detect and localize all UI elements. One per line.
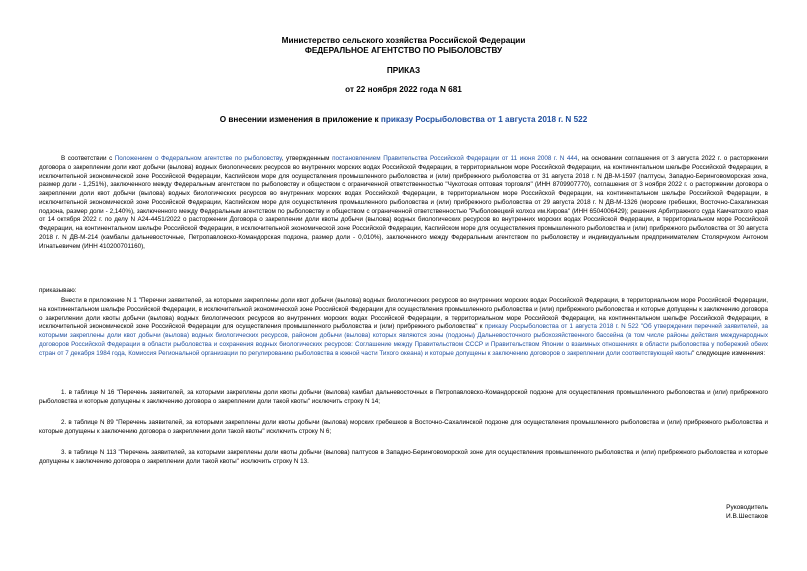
signature-position: Руководитель bbox=[726, 504, 768, 511]
preamble-paragraph bbox=[39, 155, 768, 251]
link-government-decree-444[interactable]: постановлением Правительства Российской Федерации от 11 июня 2008 г. N 444 bbox=[332, 155, 578, 162]
document-date-number: от 22 ноября 2022 года N 681 bbox=[345, 85, 462, 94]
list-item-1: 1. в таблице N 16 "Перечень заявителей, за которыми закреплены доли квоты добычи (вылова) камбал дальневосточных в Петропавловско-Командорской подзоне для осуществления промышленного рыболовства и (или) прибрежного рыболовства и которые допущены к заключению договора о закреплении доли такой квоты" исключить строку N 14; bbox=[39, 389, 768, 405]
preamble-text-3: , на основании соглашения от 3 августа 2022 г. о расторжении договора о закреплении доли квот добычи (вылова) водных биологических ресурсов во внутренних морских водах Российской Федерации, в территориальном море Российской Федерации, на континентальном шельфе Российской Федерации, в исключительной экономической зоне Российской Федерации, Каспийском море для осуществления промышленного рыболовства и (или) прибрежного рыболовства от 31 августа 2018 г. N ДВ-М-1597 (палтусы, Западно-Беринговоморская зона, размер доли - 1,251%), заключенного между Федеральным агентством по рыболовству и обществом с ограниченной ответственностью "Чукотская оптовая торговля" (ИНН 8709907770), соглашения от 3 ноября 2022 г. о расторжении договора о закреплении доли квот добычи (вылова) водных биологических ресурсов во внутренних морских водах Российской Федерации, в территориальном море Российской Федерации, на континентальном шельфе Российской Федерации, в исключительной экономической зоне Российской Федерации, Каспийском море для осуществления промышленного рыболовства и (или) прибрежного рыболовства от 29 августа 2018 г. N ДВ-М-1326 (морские гребешки, Восточно-Сахалинская подзона, размер доли - 2,140%), заключенного между Федеральным агентством по рыболовству и обществом с ограниченной ответственностью "Рыболовецкий колхоз им.Кирова" (ИНН 6504006429); решения Арбитражного суда Камчатского края от 14 октября 2022 г. по делу N А24-4451/2022 о расторжении Договора о закреплении доли квоты добычи (вылова) водных биологических ресурсов во внутренних морских водах Российской Федерации, в территориальном море Российской Федерации, на континентальном шельфе Российской Федерации, в исключительной экономической зоне Российской Федерации, Каспийском море для осуществления промышленного рыболовства и (или) прибрежного рыболовства от 30 августа 2018 г. N ДВ-М-214 (камбалы дальневосточные, Петропавловско-Командорская подзона, размер доли - 0,010%), заключенного между Федеральным агентством по рыболовству и индивидуальным предпринимателем Столярчуком Антоном Игнатьевичем (ИНН 410200701160), bbox=[39, 155, 769, 250]
main-paragraph bbox=[39, 297, 768, 358]
preamble-text-1: В соответствии с bbox=[61, 155, 115, 162]
document-title-text: О внесении изменения в приложение к bbox=[219, 115, 381, 124]
link-order-522[interactable]: приказу Росрыболовства от 1 августа 2018 г. N 522 bbox=[380, 115, 588, 124]
agency-name: ФЕДЕРАЛЬНОЕ АГЕНТСТВО ПО РЫБОЛОВСТВУ bbox=[304, 46, 503, 55]
signature-block bbox=[726, 503, 768, 521]
document-type: ПРИКАЗ bbox=[386, 66, 421, 75]
document-title bbox=[0, 115, 807, 125]
preamble-text-2: , утвержденным bbox=[281, 155, 333, 162]
list-item-2: 2. в таблице N 89 "Перечень заявителей, за которыми закреплены доли квоты добычи (вылова) морских гребешков в Восточно-Сахалинской подзоне для осуществления промышленного рыболовства и (или) прибрежного рыболовства и которые допущены к заключению договора о закреплении доли такой квоты" исключить строку N 6; bbox=[39, 419, 768, 435]
main-text-1: Внести в приложение N 1 "Перечни заявителей, за которыми закреплены доли квот добычи (вылова) водных биологических ресурсов во внутренних морских водах Российской Федерации, в территориальном море Российской Федерации, на континентальном шельфе Российской Федерации, в исключительной экономической зоне Российской Федерации для осуществления промышленного рыболовства и (или) прибрежного рыболовства и которые допущены к заключению договора о закреплении доли квоты добычи (вылова) водных биологических ресурсов во внутренних морских водах Российской Федерации, в территориальном море Российской Федерации, на континентальном шельфе Российской Федерации, в исключительной экономической зоне Российской Федерации для осуществления промышленного рыболовства и (или) прибрежного рыболовства" к bbox=[39, 297, 768, 331]
main-text-2: " следующие изменения: bbox=[692, 349, 766, 357]
list-item-3: 3. в таблице N 113 "Перечень заявителей, за которыми закреплены доли квоты добычи (вылова) палтусов в Западно-Беринговоморской зоне для осуществления промышленного рыболовства и (или) прибрежного рыболовства и которые допущены к заключению договора о закреплении доли такой квоты" исключить строку N 13. bbox=[39, 449, 768, 465]
order-word: приказываю: bbox=[39, 287, 77, 294]
signature-name: И.В.Шестаков bbox=[726, 513, 768, 520]
link-regulation-fisheries-agency[interactable]: Положением о Федеральном агентстве по рыболовству bbox=[114, 155, 282, 162]
ministry-name: Министерство сельского хозяйства Российской Федерации bbox=[281, 36, 526, 45]
link-order-522-full[interactable]: приказу Росрыболовства от 1 августа 2018 г. N 522 "Об утверждении перечней заявителей, за которыми закреплены доли квот добычи (вылова) водных биологических ресурсов, районом добычи (вылова) которых являются зоны (подзоны) Дальневосточного рыбохозяйственного бассейна (в том числе районы действия международных договоров Российской Федерации в области рыболовства и сохранения водных биологических ресурсов: Соглашение между Правительством СССР и Правительством Японии о взаимных отношениях в области рыболовства у побережий обеих стран от 7 декабря 1984 года, Комиссия Региональной организации по регулированию рыболовства в южной части Тихого океана) и которые допущены к заключению договоров о закреплении доли соответствующей квоты bbox=[39, 323, 768, 357]
